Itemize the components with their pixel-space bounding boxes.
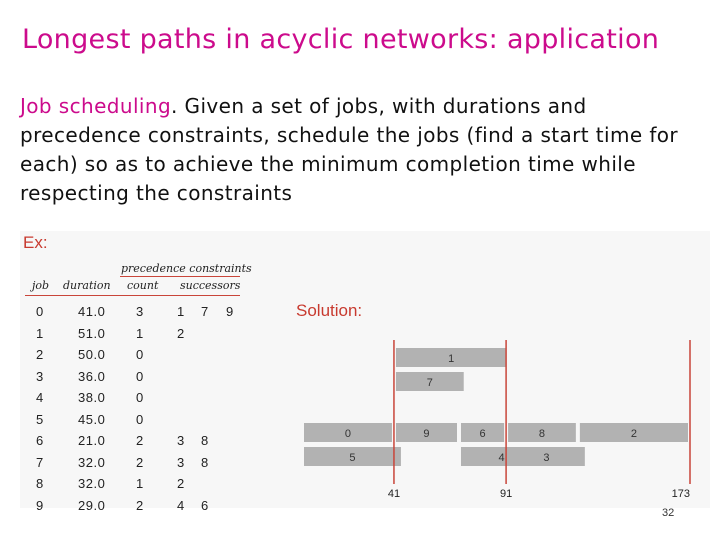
job-bar-label: 5 xyxy=(349,452,356,464)
job-bar-label: 1 xyxy=(448,353,455,365)
successor-cell: 8 xyxy=(201,433,209,448)
duration-cell: 32.0 xyxy=(78,454,106,470)
duration-cell: 38.0 xyxy=(78,390,106,405)
duration-cell: 21.0 xyxy=(78,433,106,448)
job-id-cell: 7 xyxy=(36,454,44,470)
count-cell: 1 xyxy=(136,476,144,491)
successor-cell: 4 xyxy=(177,497,185,513)
header-job: job xyxy=(32,279,50,292)
successor-cell: 7 xyxy=(201,304,209,319)
slide-title: Longest paths in acyclic networks: application xyxy=(22,24,660,55)
count-cell: 0 xyxy=(136,347,144,362)
count-cell: 2 xyxy=(136,497,144,513)
duration-cell: 29.0 xyxy=(78,497,106,513)
job-bar-label: 7 xyxy=(426,377,433,389)
header-count: count xyxy=(127,279,159,292)
job-bar-label: 6 xyxy=(479,428,486,440)
duration-cell: 45.0 xyxy=(78,411,106,427)
successor-cell: 8 xyxy=(201,454,209,470)
milestone-label: 41 xyxy=(387,488,401,500)
job-bar-label: 0 xyxy=(344,428,352,440)
count-cell: 1 xyxy=(136,325,144,341)
job-id-cell: 6 xyxy=(36,433,44,448)
job-id-cell: 2 xyxy=(36,347,44,362)
count-cell: 2 xyxy=(136,454,144,470)
page-number: 32 xyxy=(662,507,675,519)
job-bar-label: 9 xyxy=(423,428,430,440)
duration-cell: 36.0 xyxy=(78,368,106,384)
job-id-cell: 3 xyxy=(36,368,44,384)
successor-cell: 3 xyxy=(177,433,185,448)
count-cell: 3 xyxy=(136,304,144,319)
job-id-cell: 9 xyxy=(36,497,44,513)
job-id-cell: 1 xyxy=(36,325,44,341)
header-successors: successors xyxy=(180,279,241,292)
job-id-cell: 8 xyxy=(36,476,44,491)
job-id-cell: 0 xyxy=(36,304,44,319)
successor-cell: 2 xyxy=(177,325,185,341)
successor-cell: 1 xyxy=(177,304,185,319)
duration-cell: 50.0 xyxy=(78,347,106,362)
job-id-cell: 4 xyxy=(36,390,44,405)
solution-label: Solution: xyxy=(296,301,363,320)
job-bar-label: 2 xyxy=(630,428,637,440)
successor-cell: 3 xyxy=(177,454,185,470)
job-id-cell: 5 xyxy=(36,411,44,427)
count-cell: 0 xyxy=(136,390,144,405)
duration-cell: 41.0 xyxy=(78,304,106,319)
term-job-scheduling: Job scheduling xyxy=(20,94,172,118)
count-cell: 0 xyxy=(136,411,144,427)
successor-cell: 6 xyxy=(201,497,209,513)
successor-cell: 9 xyxy=(226,304,234,319)
job-bar-label: 3 xyxy=(543,452,550,464)
header-precedence-constraints: precedence constraints xyxy=(121,262,252,275)
body-description: . Given a set of jobs, with durations and precedence constraints, schedule the jobs (find a start time for each) so as to achieve the minimum completion time while respecting the constraints xyxy=(20,94,679,205)
successor-cell: 2 xyxy=(177,476,185,491)
milestone-label: 91 xyxy=(499,488,513,500)
count-cell: 2 xyxy=(136,433,144,448)
job-bar-label: 8 xyxy=(538,428,546,440)
count-cell: 0 xyxy=(136,368,144,384)
job-bar-label: 4 xyxy=(498,452,505,464)
duration-cell: 32.0 xyxy=(78,476,106,491)
header-duration: duration xyxy=(63,279,111,292)
ex-label: Ex: xyxy=(23,233,48,252)
milestone-label: 173 xyxy=(671,488,690,500)
duration-cell: 51.0 xyxy=(78,325,106,341)
